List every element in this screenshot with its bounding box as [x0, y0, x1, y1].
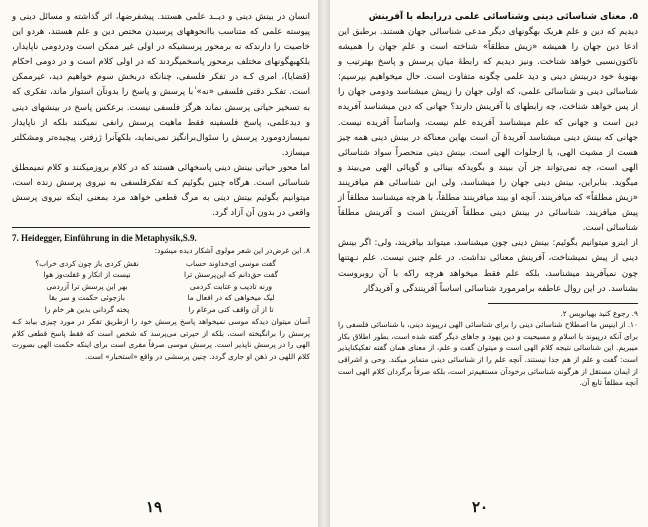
footnote-text: آسان میتوان دیدکه موسی نمیخواهد پاسخ پرسش خود را ازطریق تفکر در مورد چیزی بیابد کـه پرسش را برانگیخته است، بلکه از حیرتی می‌پرسد که شخص است که فقط پاسخ قطعی کلام الهی را در پرسش ناپذیر است. پرسش موسی صرفاً مفری است برای اینکه حکمت الهی بصورت کلام اللهی در ذهن او جاری گردد. چنین پرسشی در واقع «استخبار» است. [12, 316, 310, 361]
page-number-right: ۲۰ [472, 500, 489, 516]
right-paragraph: از اینرو میتوانیم بگوئیم: بینش دینی چون میشناسد، میتواند بیافریند، ولی: اگر بینش دینی از پیش نمیشناخت، آفرینش معنائی نداشت. در علم چنین نیست. علم نـهتنها چون نمیآفریند میشناسد، بلکه علم فقط میخواهد هرچه راکه با آن روبروست بشناسد. در این روال عاطفه برامرمورد شناسائی اساساً آفرینندگی و آفریدگار [338, 238, 638, 294]
left-page [0, 0, 318, 527]
section-heading: ۵. معنای شناسائی دینی وشناسائی علمی دررابطه با آفرینش [368, 12, 638, 22]
footnote-intro-text: ۸. این غرض‌در این شعر مولوی آشکار دیده میشود: [154, 246, 310, 256]
poem-hemistich: بازجوئی حکمت و سر بقا [49, 293, 125, 303]
poem-hemistich: پخته گردانی بدین هر خام را [44, 304, 130, 314]
footnote-item: ۱۰. از اینپس ما اصطلاح شناسائی دینی را برای شناسائی الهی درپیوند دینی، با شناسائی فلسفی را برای آنکه درپیوند با اسلام و مسیحیت و دین یهود و جاهای دیگر گفته شده است، بطور اطلاق بکار میبریم. این شناسائی نتیجه کلام الهی است و میتوان گفت و علم، از معنای همان گفته تفکیکناپذیر است: گفت و علم از هم جدا نیستند. آنچه علم را از شناسائی دینی متمایز میکند. وحی و اشراقی از ایمان مستقل از هرگونه شناسائی برخودآن مستقیم‌تر است، بلکه صرفاً برگردان کلام الهی است آنچه مطلقاً تابع آن. [338, 320, 638, 388]
right-body-text [338, 25, 638, 297]
poem-hemistich: تا از آن واقف کنی مرعام را [188, 304, 274, 314]
right-paragraph: دیدیم که دین و علم هریک بهگونهای دیگر مدعی شناسائی جهان هستند. برطبق این ادعا دین جهان را همیشه «زیش مطلقاً» شناخته است و علم جهان را همیشه ناکتون‌نسبی خواهد شناخت. ونیز دیدیم که رابطهٔ میان پرسش و پاسخ بهترتیب و بهنوبهٔ خود دربینش دینی و دید علمی چگونه متفاوت است. حال میخواهیم بپرسیم: شناسائی دینی و شناسائی علمی، که اولی جهان را زپیش میشناسد ودومی جهان را از پس خواهد شناخت، چه رابطهای با آفرینش دارند؟ جهانی که دین میشناسد آفریده دین است و جهانی که علم میشناسد آفریده علم نیست، واساساً آفریده نیست. جهانی که بینش دینی میشناسد آفریدهٔ آن است بهاین معناکه در بینش دینی همه چیز هست از مشیت الهی، یا ازجلوات الهی است. بینش دینی منحصراً سواد شناسائی الهی است، چه نمی‌تواند جز آن ببیند و بگویدکه بینائی و گویائی الهی می‌بیند و میگوید. بنابراین، بینش دینی جهان را میشناسد، ولی این شناسائی هم میافرینند «زیش مطلقاً» که میافرینند. آنچه او بیند میافرینند مطلقاً، با هرچه میشناسد مطلقاً از پیش میافریند. شناسائی در بینش دینی مطلقاً آفرینش است و آفرینش مطلقاً شناسائی است. [338, 27, 638, 234]
left-paragraph: اما محور حیاتی بینش دینی پاسخهائی هستند که در کلام بروزمیکنند و کلام نمیمطلق شناسائی است. هرگاه چنین بگوئیم کـه تفکرفلسفی به نیروی پرسش زنده است، میتوانیم بگوئیم بینش دینی به مرگ قطعی خواهد مرد بمعنی اینکه نیروی پرسش واقعی در بدون آن آزاد گرد. [12, 162, 310, 219]
right-footnotes [338, 308, 638, 389]
left-body-text [12, 10, 310, 221]
footnote-body [12, 316, 310, 362]
poem-hemistich: نیست از انکار و غفلت‌وز هوا [43, 270, 131, 280]
poem-hemistich: لیک میخواهی که در افعال ما [187, 293, 275, 303]
footnote-divider [12, 227, 310, 228]
footnote-divider [488, 303, 638, 304]
page-number-left: ۱۹ [146, 500, 163, 516]
book-gutter [318, 0, 330, 527]
left-paragraph: انسان در بینش دینی و دیــد علمی هستند. پیشفرضها، اثر گذاشته و مسائل دینی و پیوسته علمی که متناسب باانحوههای پرسیدن مختص دین و علم هستند، هردو این خاصیت را دارندکه نه برمحور پرسشیکه در اولی غیر ممکن است ودردومی ناپایدار، بلکهبهگونهای مختلف برمحور پاسخمیگردند که در اولی کلام است و در دومی احکام (قضایا)، امری کـه در تفکر فلسفی، چنانکه دربخش سوم خواهیم دید، غیرممکن است. تفکـر دقتی فلسفی «نه» ٰبا پرسش و پاسخ را بدونآن استوار ماند، تفکری که به تسخیر حیاتی پرسش نماند هرگز فلسفی نیست. برعکس پاسخ در بینشهای دینی و دیدعلمی، پاسخ فلسفینه فقط ماهیت پرسش رانفی نمیکنند بلکه از ناپایدار نمیسازدومورد پرسش را سئوال‌برانگیز نمی‌نماید، بلکهآنرا ژرفتر، پیچیده‌تر ومشکلتر میسازد. [12, 12, 310, 158]
footnote-intro [12, 245, 310, 257]
right-page [330, 0, 648, 527]
poem-hemistich: ورنه تادیب و عتابت کردمی [189, 281, 273, 291]
footnote-latin: 7. Heidegger, Einführung in die Metaphysik,S.9. [12, 233, 197, 244]
poem-hemistich: گفت حق‌دانم که این‌پرسش ترا [183, 270, 279, 280]
poem-hemistich: بهر این پرسش ترا آزردمی [46, 281, 128, 291]
footnote-item: ۹. رجوع کنید بهپانویس ۲. [560, 308, 638, 318]
poem [18, 258, 300, 315]
poem-hemistich: گفت موسی ای‌خداوند حساب [186, 258, 276, 268]
poem-hemistich: نقش کردی باز چون کردی خراب؟ [35, 258, 139, 268]
